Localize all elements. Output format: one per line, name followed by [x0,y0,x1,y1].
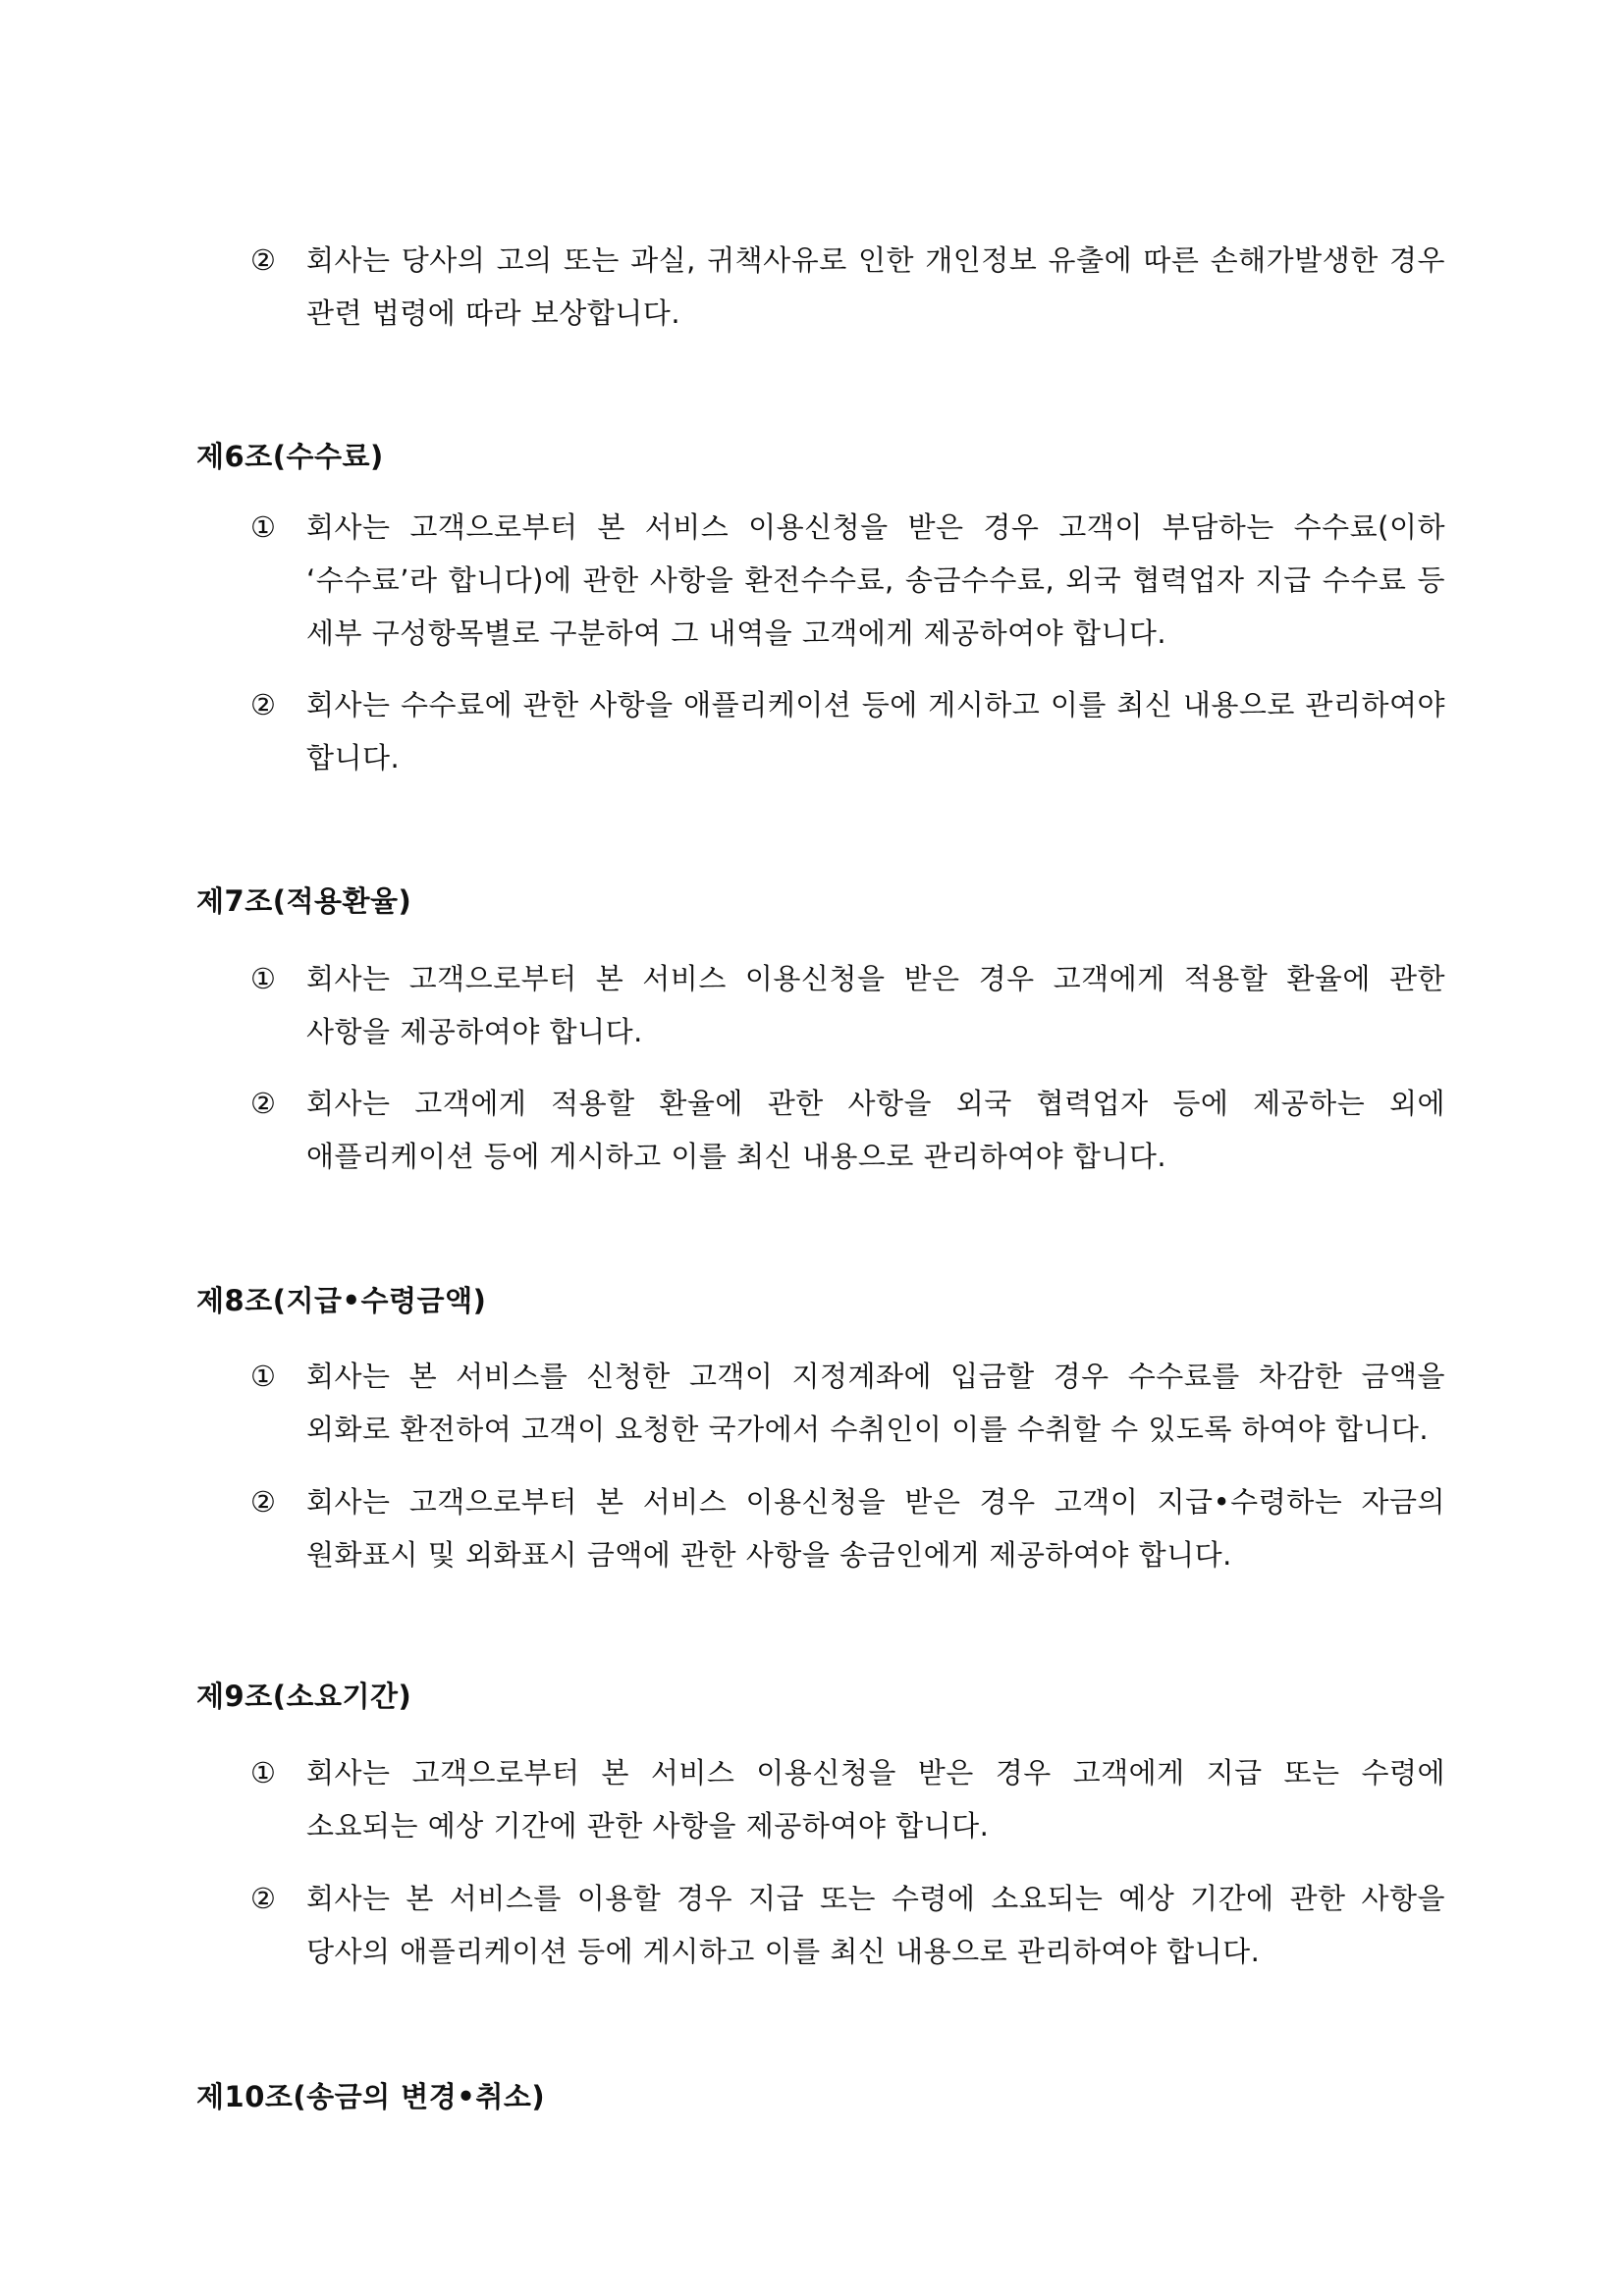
item-text: 회사는 고객으로부터 본 서비스 이용신청을 받은 경우 고객이 부담하는 수수료(이하 ‘수수료’라 합니다)에 관한 사항을 환전수수료, 송금수수료, 외국 협력업자 지급 수수료 등 세부 구성항목별로 구분하여 그 내역을 고객에게 제공하여야 합니다. [306,510,1445,650]
item-marker: ① [250,510,276,544]
section-heading: 제10조(송금의 변경•취소) [196,2080,546,2113]
item-marker: ① [250,962,276,995]
item-marker: ② [250,1485,276,1519]
item-marker: ② [250,243,276,277]
item-text: 회사는 수수료에 관한 사항을 애플리케이션 등에 게시하고 이를 최신 내용으로 관리하여야 합니다. [306,688,1445,774]
item-marker: ② [250,688,276,721]
item-text: 회사는 고객에게 적용할 환율에 관한 사항을 외국 협력업자 등에 제공하는 외에 애플리케이션 등에 게시하고 이를 최신 내용으로 관리하여야 합니다. [306,1087,1445,1173]
item-text: 회사는 본 서비스를 신청한 고객이 지정계좌에 입금할 경우 수수료를 차감한 금액을 외화로 환전하여 고객이 요청한 국가에서 수취인이 이를 수취할 수 있도록 하여야 합니다. [306,1360,1445,1446]
item-text: 회사는 고객으로부터 본 서비스 이용신청을 받은 경우 고객에게 적용할 환율에 관한 사항을 제공하여야 합니다. [306,962,1445,1048]
item-marker: ② [250,1882,276,1915]
section-heading: 제7조(적용환율) [196,884,412,918]
section-heading: 제8조(지급•수령금액) [196,1284,487,1317]
item-marker: ① [250,1360,276,1393]
item-text: 회사는 고객으로부터 본 서비스 이용신청을 받은 경우 고객에게 지급 또는 수령에 소요되는 예상 기간에 관한 사항을 제공하여야 합니다. [306,1756,1445,1842]
item-text: 회사는 고객으로부터 본 서비스 이용신청을 받은 경우 고객이 지급•수령하는 자금의 원화표시 및 외화표시 금액에 관한 사항을 송금인에게 제공하여야 합니다. [306,1485,1445,1572]
item-text: 회사는 당사의 고의 또는 과실, 귀책사유로 인한 개인정보 유출에 따른 손해가발생한 경우 관련 법령에 따라 보상합니다. [306,243,1445,330]
item-marker: ② [250,1087,276,1120]
section-heading: 제6조(수수료) [196,440,384,473]
section-heading: 제9조(소요기간) [196,1680,412,1713]
item-marker: ① [250,1756,276,1789]
item-text: 회사는 본 서비스를 이용할 경우 지급 또는 수령에 소요되는 예상 기간에 관한 사항을 당사의 애플리케이션 등에 게시하고 이를 최신 내용으로 관리하여야 합니다. [306,1882,1445,1968]
